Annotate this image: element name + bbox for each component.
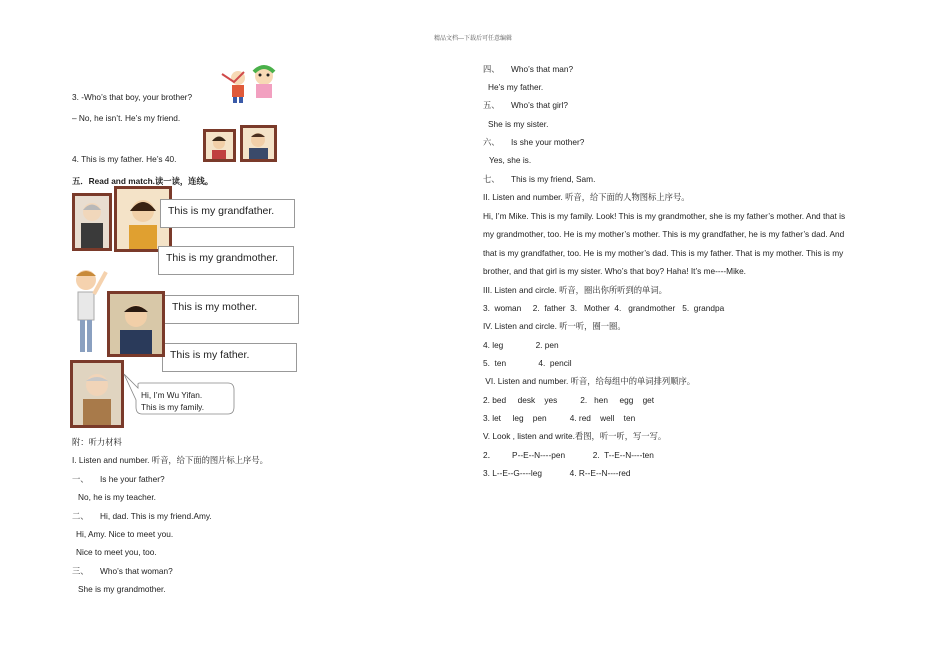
right-line-num: 七、 <box>483 174 500 184</box>
left-line-text: Nice to meet you, too. <box>76 547 157 557</box>
left-line-text: She is my grandmother. <box>78 584 166 594</box>
left-line-text: Hi, Amy. Nice to meet you. <box>76 529 174 539</box>
portrait-grandfather <box>70 360 124 428</box>
right-line-text: She is my sister. <box>488 119 549 129</box>
section5-title: 五．Read and match.读一读，连线。 <box>72 176 214 186</box>
part4-line-2: 5. ten 4. pencil <box>483 358 572 368</box>
part5-line-2: 3. L--E--G----leg 4. R--E--N----red <box>483 468 631 478</box>
part1-title: I. Listen and number. 听音，给下面的图片标上序号。 <box>72 455 268 465</box>
left-line-num: 三、 <box>72 566 89 576</box>
q3-answer: – No, he isn’t. He’s my friend. <box>72 113 181 123</box>
portrait-grandmother <box>72 193 112 251</box>
q4-text: 4. This is my father. He’s 40. <box>72 154 177 164</box>
right-line-num: 五、 <box>483 100 500 110</box>
portrait-woman <box>203 129 236 162</box>
left-line-text: Hi, dad. This is my friend.Amy. <box>100 511 212 521</box>
q3-question: 3. -Who’s that boy, your brother? <box>72 92 193 102</box>
portrait-man <box>240 125 277 162</box>
part5-title: V. Look , listen and write.看图，听一听，写一写。 <box>483 431 667 441</box>
part3-line: 3. woman 2. father 3. Mother 4. grandmother 5. grandpa <box>483 303 725 313</box>
boy-illustration <box>70 266 110 358</box>
right-line-num: 六、 <box>483 137 500 147</box>
right-line-num: 四、 <box>483 64 500 74</box>
paragraph-line: that is my grandfather, too. He is my mother’s dad. This is my father. That is my mother. This is my <box>483 248 844 258</box>
right-line-text: Yes, she is. <box>489 155 532 165</box>
match-box-grandmother: This is my grandmother. <box>158 246 294 275</box>
left-line-num: 一、 <box>72 474 89 484</box>
right-line-text: This is my friend, Sam. <box>511 174 596 184</box>
match-box-grandfather: This is my grandfather. <box>160 199 295 228</box>
match-box-father: This is my father. <box>162 343 297 372</box>
paragraph-line: brother, and that girl is my sister. Who’s that boy? Haha! It’s me----Mike. <box>483 266 746 276</box>
portrait-father <box>107 291 165 357</box>
page-header: 精品文档---下载后可任意编辑 <box>434 36 512 42</box>
bubble-line-1: Hi, I’m Wu Yifan. <box>141 390 203 400</box>
right-line-text: He’s my father. <box>488 82 544 92</box>
left-line-text: Is he your father? <box>100 474 165 484</box>
paragraph-line: Hi, I’m Mike. This is my family. Look! This is my grandmother, she is my father’s mother. And that is <box>483 211 846 221</box>
part5-line-1: 2． P--E--N----pen 2. T--E--N----ten <box>483 450 654 460</box>
left-line-num: 二、 <box>72 511 89 521</box>
right-line-text: Who’s that man? <box>511 64 574 74</box>
bubble-line-2: This is my family. <box>141 402 204 412</box>
part4-title: IV. Listen and circle. 听一听，圈一圈。 <box>483 321 626 331</box>
paragraph-line: my grandmother, too. He is my mother’s mother. This is my grandfather, he is my father’s dad. And <box>483 229 845 239</box>
part6-line-1: 2. bed desk yes 2. hen egg get <box>483 395 655 405</box>
part3-title: III. Listen and circle. 听音，圈出你所听到的单词。 <box>483 285 667 295</box>
left-line-text: Who’s that woman? <box>100 566 173 576</box>
match-box-mother: This is my mother. <box>164 295 299 324</box>
part6-line-2: 3. let leg pen 4. red well ten <box>483 413 636 423</box>
appendix-title: 附：听力材料 <box>72 437 122 447</box>
part4-line-1: 4. leg 2. pen <box>483 340 559 350</box>
right-line-text: Is she your mother? <box>511 137 585 147</box>
part2-title: II. Listen and number. 听音，给下面的人物图标上序号。 <box>483 192 690 202</box>
part6-title: VI. Listen and number. 听音，给每组中的单词排列顺序。 <box>483 376 696 386</box>
kids-illustration <box>216 62 292 104</box>
left-line-text: No, he is my teacher. <box>78 492 156 502</box>
right-line-text: Who’s that girl? <box>511 100 569 110</box>
